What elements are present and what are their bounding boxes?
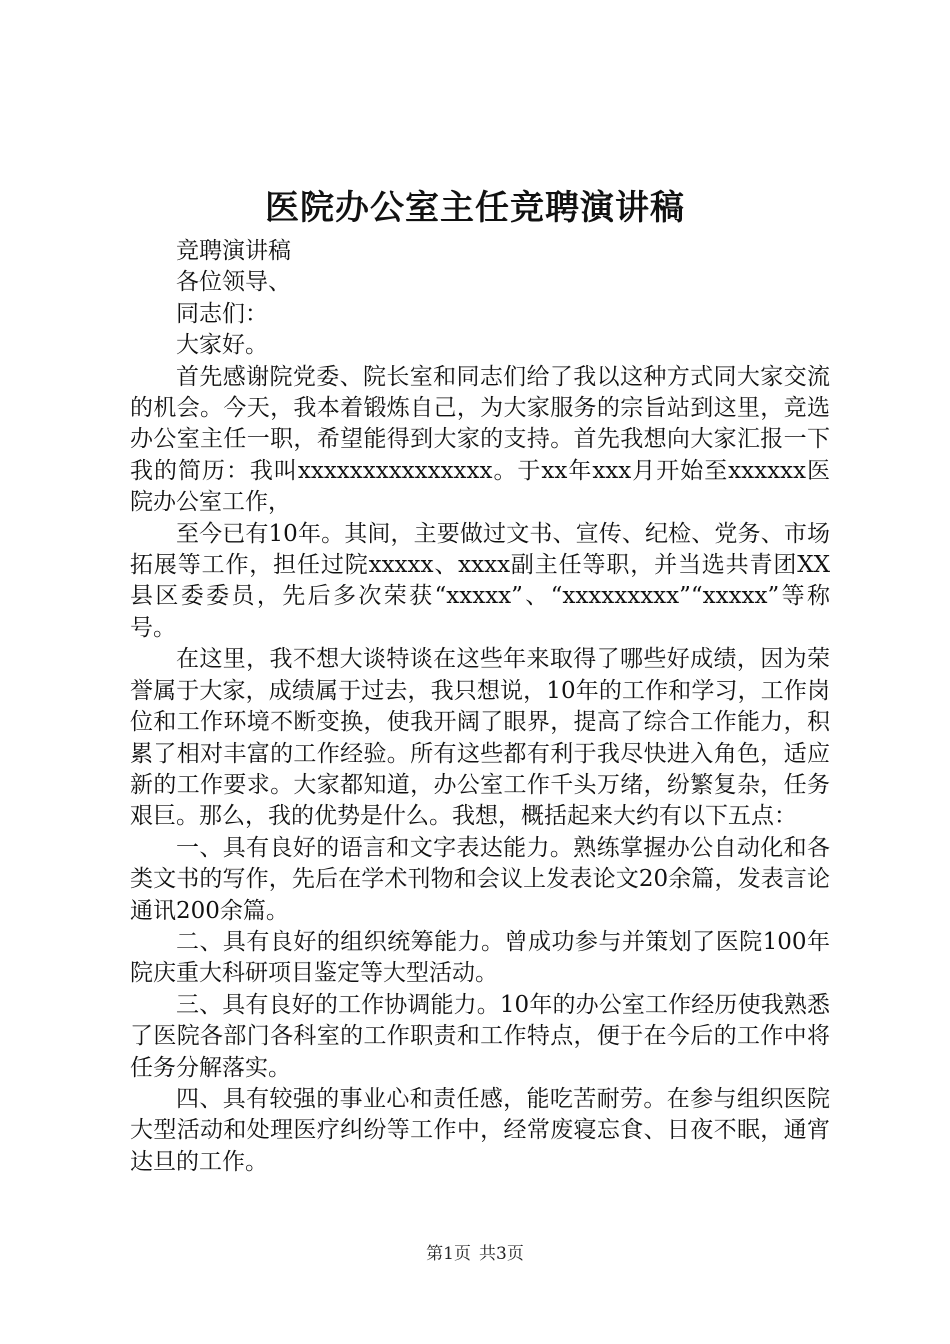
paragraph-introduction: 首先感谢院党委、院长室和同志们给了我以这种方式同大家交流的机会。今天，我本着锻炼自己，为大家服务的宗旨站到这里，竞选办公室主任一职，希望能得到大家的支持。首先我想向大家汇报一下我的简历：我叫xxxxxxxxxxxxxxx。于xx年xxx月开始至xxxxxx医院办公室工作，	[130, 363, 830, 516]
paragraph-strength-four: 四、具有较强的事业心和责任感，能吃苦耐劳。在参与组织医院大型活动和处理医疗纠纷等工作中，经常废寝忘食、日夜不眠，通宵达旦的工作。	[130, 1085, 830, 1175]
paragraph-experience: 至今已有10年。其间，主要做过文书、宣传、纪检、党务、市场拓展等工作，担任过院xxxxx、xxxx副主任等职，并当选共青团XX县区委委员，先后多次荣获“xxxxx”、“xxxxxxxxx”“xxxxx”等称号。	[130, 520, 830, 641]
paragraph-heading: 竞聘演讲稿	[176, 238, 291, 264]
paragraph-salutation-comrades: 同志们：	[176, 300, 268, 327]
page-footer	[0, 1242, 950, 1266]
page-number: 第1页	[426, 1244, 471, 1264]
page-total: 共3页	[479, 1244, 524, 1264]
document-title: 医院办公室主任竞聘演讲稿	[265, 188, 685, 228]
document-body	[130, 236, 830, 1178]
paragraph-strength-one: 一、具有良好的语言和文字表达能力。熟练掌握办公自动化和各类文书的写作，先后在学术刊物和会议上发表论文20余篇，发表言论通讯200余篇。	[130, 834, 830, 924]
paragraph-greeting: 大家好。	[176, 332, 268, 359]
paragraph-strength-three: 三、具有良好的工作协调能力。10年的办公室工作经历使我熟悉了医院各部门各科室的工作职责和工作特点，便于在今后的工作中将任务分解落实。	[130, 991, 830, 1081]
paragraph-salutation-leaders: 各位领导、	[176, 269, 291, 296]
paragraph-strength-two: 二、具有良好的组织统筹能力。曾成功参与并策划了医院100年院庆重大科研项目鉴定等大型活动。	[130, 928, 830, 987]
paragraph-strengths-intro: 在这里，我不想大谈特谈在这些年来取得了哪些好成绩，因为荣誉属于大家，成绩属于过去，我只想说，10年的工作和学习，工作岗位和工作环境不断变换，使我开阔了眼界，提高了综合工作能力，积累了相对丰富的工作经验。所有这些都有利于我尽快进入角色，适应新的工作要求。大家都知道，办公室工作千头万绪，纷繁复杂，任务艰巨。那么，我的优势是什么。我想，概括起来大约有以下五点：	[130, 646, 830, 830]
